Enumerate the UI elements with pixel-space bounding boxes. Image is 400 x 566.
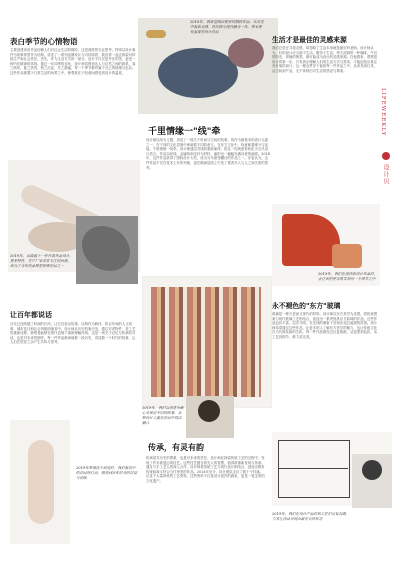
wooden-samples-photo — [142, 276, 272, 408]
article-body-right: 我们总是在寻找灵感，却忽略了生活本身就是最好的老师。设计师认为，好的设计应当源于生活，服务于生活。每天清晨的一杯咖啡、午后的阳光、傍晚的街景，都可能成为设计的灵感来源。在他看来，观察是设计的第一步，只有真正理解人们的生活方式与需求，才能创造出真正有价值的设计。这一理念贯穿于他的每一件作品之中，从家具到灯具，从空间到产品，无不体现出对生活的热爱与尊重。 — [272, 46, 378, 73]
caption-right-2: 2019年，我们在设计产品时和工匠们反复沟通，力求让作品呈现出最完美的状态 — [272, 512, 350, 521]
coral-sculpture-photo — [10, 420, 70, 544]
article-title-mid-2: 传承，有灵有韵 — [148, 443, 204, 452]
article-title-right: 生活才是最佳的灵感来源 — [272, 36, 347, 44]
caption-right: 2019年，我们在创作新设计作品时，会注重把理念贯穿到每一个细节之中 — [318, 272, 378, 281]
caption-mid: 2019年，我们以创意为核心呈现出不同的故事，各种设计元素在作品中得以融合 — [142, 406, 184, 425]
article-title-right-2: 永不褪色的"东方"玻璃 — [272, 302, 341, 310]
woman-portrait-photo — [186, 396, 234, 438]
page-dot — [382, 152, 390, 160]
article-body-mid: 设计师以线为主题，讲述了一段关于时间与空间的故事。线作为最基本的设计元素之一，在不同的文化语境中承载着不同的意义。在东方文化中，线意味着缘分与连接，千里姻缘一线牵。设计师通过对线的重新演绎，将这一传统意象转化为当代设计语言。作品以丝线、金属线和光纤为材料，编织出一幅幅充满诗意的画面。2018年，这件作品获得了国际设计大奖，成为当年最受瞩目的作品之一。评委认为，这件作品不仅在技术上有所突破，更在精神层面上引发了观者对人与人之间关系的思考。 — [146, 138, 270, 170]
caption-mid-top: 2019年，我希望做出更多的精致作品，从历史中汲取灵感，将传统与现代融为一体，带来更有温度的设计作品 — [190, 20, 264, 34]
caption-left-2: 2019年参观这个展览时，我们被其中的作品所打动，感受到百年时光的沉淀与延续 — [76, 466, 138, 480]
article-body-left: 主要创建来用作品信赖人们对社会生活的期冲，这是深度的专业思考。特别以设计事件为故事背景作为结构，讲述了一系列品牌设计与可持续的，我们将一起去探索可持续生产和社会责任。首先，作为生活方式的一部分，设计不仅仅是外在的美，更是一种内在精神的体现。通过一年四季的变化，设计师试图表达人与自然之间的联系，春之萌发、夏之热烈、秋之沉淀、冬之静谧，每一个季节都有属于自己的情绪与色彩。这些作品被置于日常生活的场景之中，使观者在不经意间感受到设计的温度。 — [10, 48, 136, 75]
article-title-mid: 千里情缘一"线"牵 — [148, 127, 221, 137]
subtitle-left-2: 让百年都说话 — [10, 311, 52, 319]
article-body-right-2: 玻璃是一种古老而又现代的材料。设计师以东方美学为灵感，将传统图案与现代玻璃工艺相结合，创造出一系列独具东方韵味的作品。这些作品色彩丰富，层次分明，在光线的照射下呈现出变幻莫测的效果。设计师希望通过这些作品，让更多的人了解东方美学的魅力，也让传统文化在当代焕发新的生机。每一件作品都经过反复推敲，从造型到色彩，从工艺到细节，都力求完美。 — [272, 312, 378, 339]
article-body-left-2: 百年已经跨越了时间的长河，让它们说出故事。以物作为载体，将百年间的人文故事、城市变迁和社会风貌浓缩其中。设计师从历史档案出发，通过对老物件、老工艺的重新诠释，使观者能够在现代语境下重新理解传统。这是一场关于记忆与传承的对话，也是对未来的期许。每一件作品都承载着一段历史，讲述着一个时代的故事，让人们在欣赏之余产生共鸣与思考。 — [10, 322, 136, 345]
article-title-left: 表白季节的心情物语 — [10, 37, 78, 46]
article-body-mid-2: 传承是对历史的尊重，也是对未来的责任。设计师在探索传统工艺的过程中，发现了许多被遗忘的技艺。这些技艺蕴含着先人的智慧，值得被重新发现与传承。通过与手工艺人的深入合作，设计师将传统工艺与现代设计相结合，创造出既有传统韵味又符合当代审美的作品。2014年至今，设计团队走访了数十个村落，记录下大量珍贵的工艺资料。这些资料不仅是设计创作的源泉，更是一笔宝贵的文化遗产。 — [146, 456, 265, 483]
man-portrait-photo — [352, 454, 392, 508]
caption-left-1: 2019年，吴霞超下一件代表作品设计，更多特性，生产厂家非常关注时尚感，成为了当年的品牌里程碑作品之一 — [10, 254, 74, 268]
section-label: 设计贝 — [382, 164, 389, 185]
magazine-name: LIFEWEEKLY — [380, 88, 386, 137]
palm-photo — [76, 216, 138, 284]
